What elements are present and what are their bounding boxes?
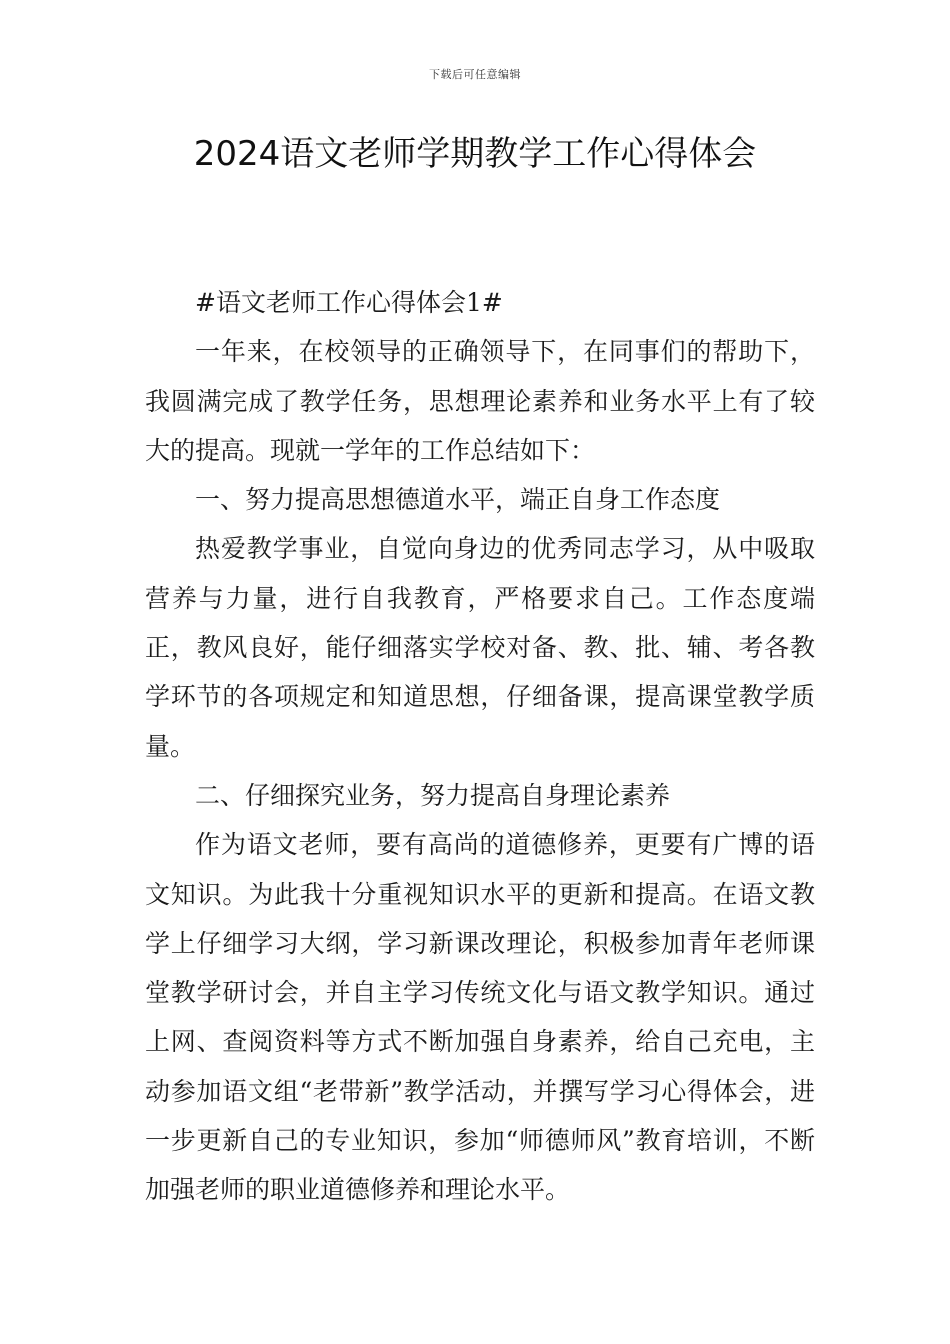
section-heading-1: #语文老师工作心得体会1#	[195, 288, 503, 317]
attitude-paragraph: 热爱教学事业，自觉向身边的优秀同志学习，从中吸取营养与力量，进行自我教育，严格要求自己。工作态度端正，教风良好，能仔细落实学校对备、教、批、辅、考各教学环节的各项规定和知道思想，仔细备课，提高课堂教学质量。	[145, 534, 815, 761]
document-title: 2024语文老师学期教学工作心得体会	[193, 134, 757, 174]
header-note: 下载后可任意编辑	[429, 68, 521, 81]
intro-paragraph: 一年来，在校领导的正确领导下，在同事们的帮助下，我圆满完成了教学任务，思想理论素养和业务水平上有了较大的提高。现就一学年的工作总结如下：	[145, 337, 815, 465]
study-paragraph: 作为语文老师，要有高尚的道德修养，更要有广博的语文知识。为此我十分重视知识水平的更新和提高。在语文教学上仔细学习大纲，学习新课改理论，积极参加青年老师课堂教学研讨会，并自主学习传统文化与语文教学知识。通过上网、查阅资料等方式不断加强自身素养，给自己充电，主动参加语文组“老带新”教学活动，并撰写学习心得体会，进一步更新自己的专业知识，参加“师德师风”教育培训，不断加强老师的职业道德修养和理论水平。	[145, 830, 815, 1205]
section-heading-study: 二、仔细探究业务，努力提高自身理论素养	[195, 780, 671, 810]
section-heading-attitude: 一、努力提高思想德道水平，端正自身工作态度	[195, 485, 721, 515]
document-body	[145, 278, 815, 1215]
